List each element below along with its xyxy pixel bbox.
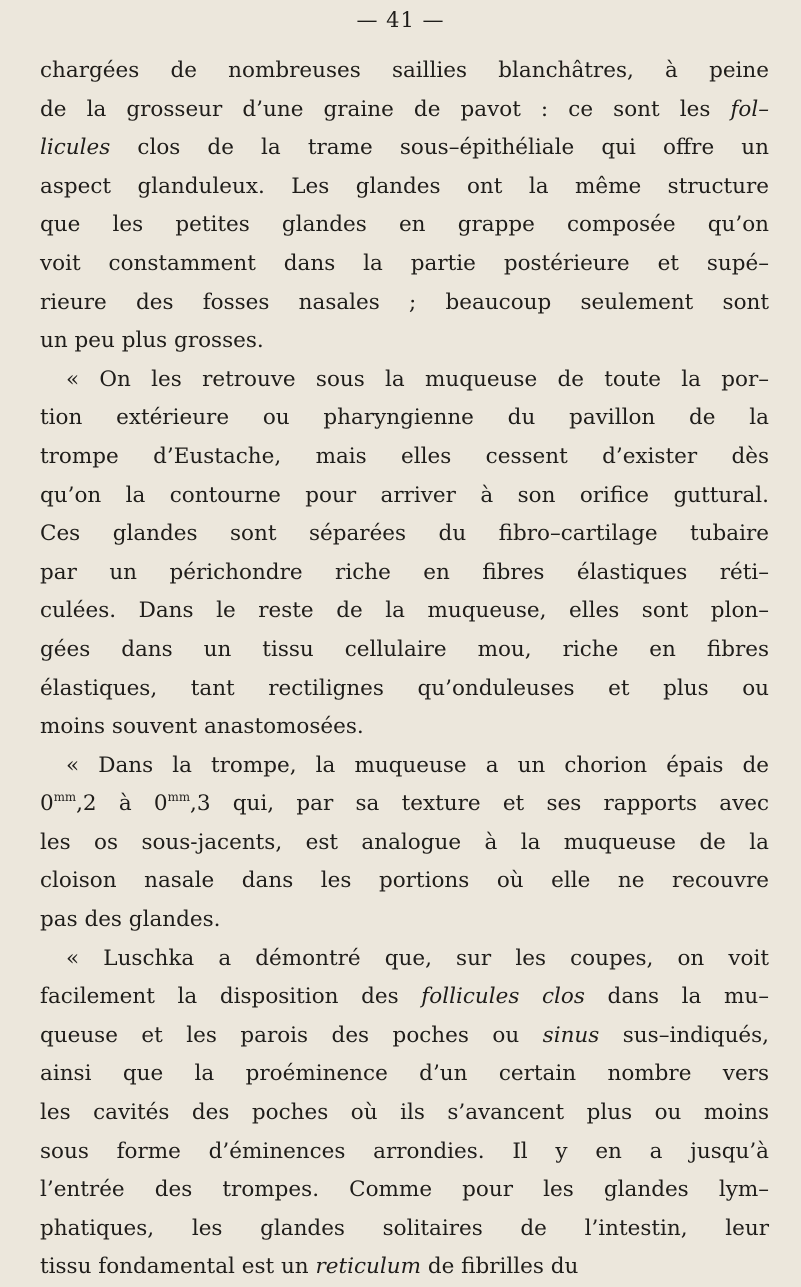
text-run: sus–indiqués, [599,1022,770,1048]
text-run: ainsi que la proéminence d’un certain nombre vers [40,1061,769,1087]
italic-term: reticulum [315,1254,422,1280]
text-run: pas des glandes. [40,907,221,933]
text-line [40,1171,769,1210]
text-line [40,399,769,438]
text-line [40,361,769,400]
text-line [40,940,769,979]
text-run: « Dans la trompe, la muqueuse a un chorion épais de [66,752,769,778]
text-run: de la grosseur d’une graine de pavot : ce sont les [40,96,731,122]
text-line [40,747,769,786]
text-line [40,129,769,168]
text-run: moins souvent anastomosées. [40,714,364,740]
text-run: voit constamment dans la partie postérieure et supé– [40,250,769,276]
text-run: tion extérieure ou pharyngienne du pavillon de la [40,405,769,431]
text-run: un peu plus grosses. [40,328,264,354]
text-run: sous forme d’éminences arrondies. Il y en a jusqu’à [40,1138,769,1164]
text-run: les cavités des poches où ils s’avancent plus ou moins [40,1100,769,1126]
text-run: ,2 à 0 [76,791,168,817]
text-run: l’entrée des trompes. Comme pour les glandes lym– [40,1177,769,1203]
italic-term: licules [40,135,111,161]
text-run: ,3 qui, par sa texture et ses rapports avec [190,791,769,817]
text-line [40,901,769,940]
text-line [40,52,769,91]
text-run: Ces glandes sont séparées du fibro–cartilage tubaire [40,521,769,547]
text-run: que les petites glandes en grappe composée qu’on [40,212,769,238]
text-line [40,592,769,631]
text-run: aspect glanduleux. Les glandes ont la même structure [40,173,769,199]
italic-term: fol– [730,96,769,122]
text-run: de fibrilles du [421,1254,579,1280]
text-line [40,1094,769,1133]
text-line [40,1248,769,1287]
text-run: queuse et les parois des poches ou [40,1022,543,1048]
text-run: clos de la trame sous–épithéliale qui offre un [110,135,769,161]
text-run: trompe d’Eustache, mais elles cessent d’exister dès [40,443,769,469]
text-line [40,91,769,130]
text-run: dans la mu– [584,984,769,1010]
text-line [40,168,769,207]
page-number: — 41 — [356,8,445,32]
text-line [40,708,769,747]
text-line [40,554,769,593]
body-text [40,52,769,1287]
text-run: élastiques, tant rectilignes qu’onduleuses et plus ou [40,675,769,701]
text-line [40,438,769,477]
text-line [40,978,769,1017]
text-line [40,824,769,863]
text-line [40,245,769,284]
text-run: phatiques, les glandes solitaires de l’intestin, leur [40,1215,769,1241]
text-run: facilement la disposition des [40,984,422,1010]
text-run: tissu fondamental est un [40,1254,316,1280]
text-run: les os sous-jacents, est analogue à la muqueuse de la [40,829,769,855]
unit-superscript: mm [53,790,77,805]
text-run: par un périchondre riche en fibres élastiques réti– [40,559,769,585]
text-run: cloison nasale dans les portions où elle ne recouvre [40,868,769,894]
text-run: 0 [40,791,54,817]
italic-term: follicules clos [421,984,585,1010]
text-line [40,785,769,824]
text-run: chargées de nombreuses saillies blanchâtres, à peine [40,58,769,83]
text-line [40,631,769,670]
text-line [40,322,769,361]
text-line [40,206,769,245]
text-line [40,1055,769,1094]
unit-superscript: mm [167,790,191,805]
text-line [40,477,769,516]
text-run: gées dans un tissu cellulaire mou, riche en fibres [40,636,769,662]
text-line [40,670,769,709]
text-line [40,515,769,554]
text-line [40,1210,769,1249]
italic-term: sinus [542,1022,600,1048]
text-line [40,1133,769,1172]
text-run: culées. Dans le reste de la muqueuse, elles sont plon– [40,598,769,624]
text-run: « On les retrouve sous la muqueuse de toute la por– [66,366,769,392]
text-line [40,1017,769,1056]
text-run: rieure des fosses nasales ; beaucoup seulement sont [40,289,769,315]
text-line [40,284,769,323]
text-run: qu’on la contourne pour arriver à son orifice guttural. [40,482,769,508]
text-line [40,862,769,901]
text-run: « Luschka a démontré que, sur les coupes, on voit [66,945,769,971]
